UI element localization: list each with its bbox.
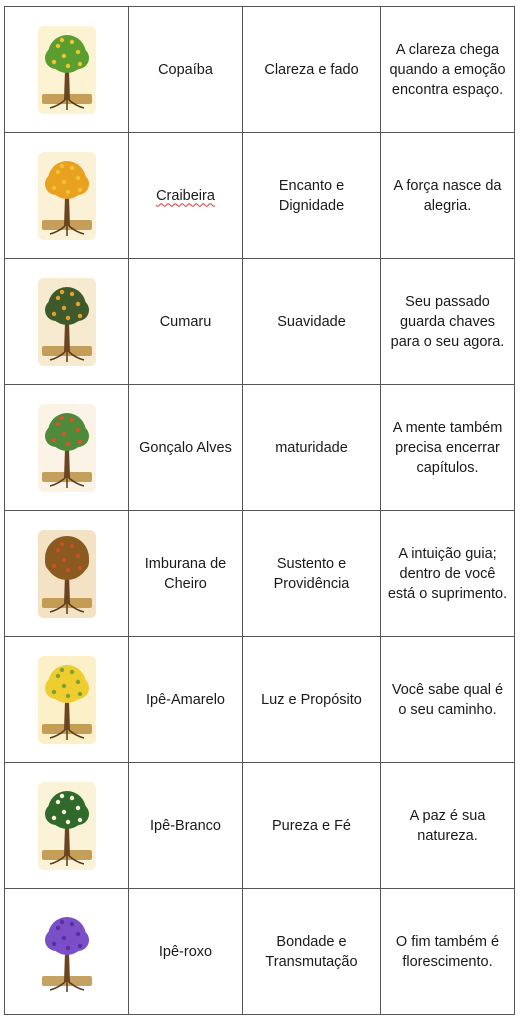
tree-image-cell [5,7,129,133]
tree-name-cell: Gonçalo Alves [129,385,243,511]
tree-name-cell: Ipê-Amarelo [129,637,243,763]
tree-meanings-table [4,6,515,1015]
table-row [5,763,515,889]
table-row [5,889,515,1015]
table-row [5,385,515,511]
tree-meaning-cell: Bondade e Transmutação [243,889,381,1015]
ipe-amarelo-tree-illustration [34,652,100,748]
tree-message-cell: A força nasce da alegria. [381,133,515,259]
tree-meaning-cell: maturidade [243,385,381,511]
cumaru-tree-illustration [34,274,100,370]
table-row [5,7,515,133]
tree-image-cell [5,637,129,763]
goncalo-alves-tree-illustration [34,400,100,496]
tree-image-cell [5,763,129,889]
table-row [5,637,515,763]
tree-name-cell: Craibeira [129,133,243,259]
tree-message-cell: A clareza chega quando a emoção encontra espaço. [381,7,515,133]
tree-image-cell [5,259,129,385]
tree-message-cell: A paz é sua natureza. [381,763,515,889]
tree-message-cell: A intuição guia; dentro de você está o suprimento. [381,511,515,637]
table-row [5,259,515,385]
imburana-tree-illustration [34,526,100,622]
ipe-roxo-tree-illustration [34,904,100,1000]
tree-message-cell: O fim também é florescimento. [381,889,515,1015]
tree-name-cell: Cumaru [129,259,243,385]
tree-name-cell: Copaíba [129,7,243,133]
tree-name-cell: Imburana de Cheiro [129,511,243,637]
copaiba-tree-illustration [34,22,100,118]
tree-meaning-cell: Pureza e Fé [243,763,381,889]
tree-image-cell [5,133,129,259]
tree-name-cell: Ipê-roxo [129,889,243,1015]
tree-message-cell: Você sabe qual é o seu caminho. [381,637,515,763]
tree-message-cell: Seu passado guarda chaves para o seu agora. [381,259,515,385]
tree-message-cell: A mente também precisa encerrar capítulos. [381,385,515,511]
tree-meaning-cell: Suavidade [243,259,381,385]
tree-image-cell [5,889,129,1015]
tree-image-cell [5,385,129,511]
tree-meaning-cell: Sustento e Providência [243,511,381,637]
tree-meaning-cell: Luz e Propósito [243,637,381,763]
ipe-branco-tree-illustration [34,778,100,874]
table-row [5,511,515,637]
table-row [5,133,515,259]
tree-meaning-cell: Clareza e fado [243,7,381,133]
tree-meaning-cell: Encanto e Dignidade [243,133,381,259]
craibeira-tree-illustration [34,148,100,244]
tree-name-cell: Ipê-Branco [129,763,243,889]
tree-image-cell [5,511,129,637]
